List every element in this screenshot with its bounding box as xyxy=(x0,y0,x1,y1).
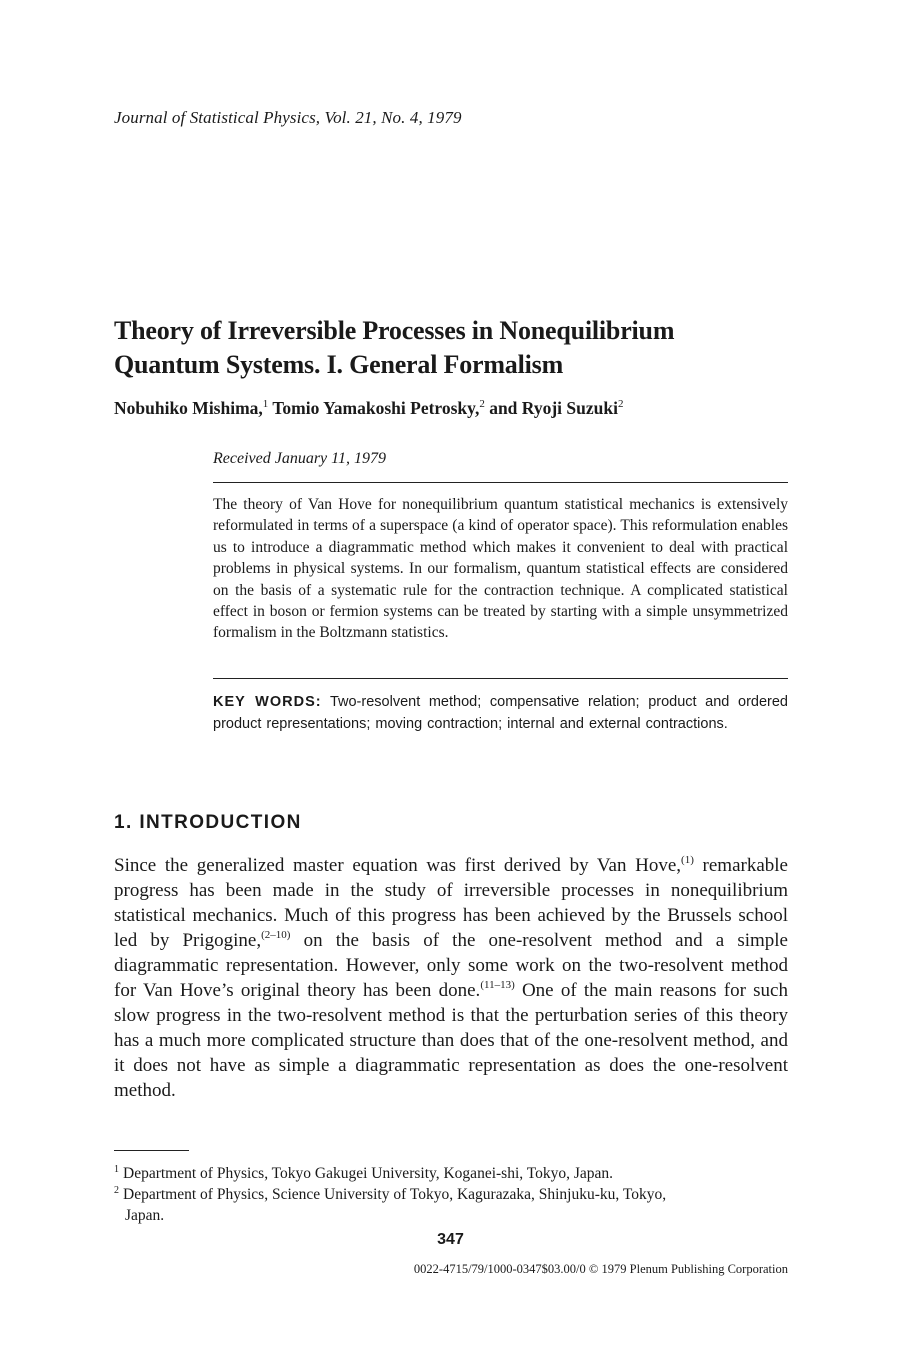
abstract-bottom-rule xyxy=(213,678,788,679)
footnote-2 xyxy=(114,1180,788,1226)
paragraph-text: Since the generalized master equation was first derived by Van Hove, xyxy=(114,855,682,876)
footnote-mark: 1 xyxy=(114,1164,119,1175)
author-name: Ryoji Suzuki xyxy=(521,398,618,418)
footnote-rule xyxy=(114,1150,189,1151)
paragraph-text: remarkable progress has been made in the study of irreversible processes in nonequilibrium statistical mechanics. Much of this progress has been achieved by the Brussels school led by Prigogine, xyxy=(114,855,788,951)
citation-ref: (2–10) xyxy=(261,929,291,941)
copyright-line: 0022-4715/79/1000-0347$03.00/0 © 1979 Plenum Publishing Corporation xyxy=(413,1262,788,1276)
paper-title xyxy=(114,314,814,382)
introduction-paragraph xyxy=(114,853,788,1103)
footnote-text: Department of Physics, Science University of Tokyo, Kagurazaka, Shinjuku-ku, Tokyo, xyxy=(123,1186,667,1203)
author-list xyxy=(114,398,623,419)
author-affiliation-mark: 2 xyxy=(479,398,485,410)
citation-ref: (1) xyxy=(681,854,694,866)
keywords xyxy=(213,692,788,735)
received-date: Received January 11, 1979 xyxy=(213,450,386,467)
footnote-text: Department of Physics, Tokyo Gakugei University, Koganei-shi, Tokyo, Japan. xyxy=(123,1165,614,1182)
footnote-text-continued: Japan. xyxy=(125,1207,165,1224)
author-affiliation-mark: 1 xyxy=(262,398,269,410)
page-number: 347 xyxy=(437,1231,464,1248)
paragraph-text: One of the main reasons for such slow progress in the two-resolvent method is that the perturbation series of this theory has a much more complicated structure than does that of the one-resolvent method, and it does not have as simple a diagrammatic representation as does the one-resolvent method. xyxy=(114,980,788,1101)
footnote-mark: 2 xyxy=(114,1185,119,1196)
title-line-1: Theory of Irreversible Processes in Nonequilibrium xyxy=(114,316,675,345)
author-name: Nobuhiko Mishima, xyxy=(114,398,263,418)
title-line-2: Quantum Systems. I. General Formalism xyxy=(114,350,564,379)
author-name: Tomio Yamakoshi Petrosky, xyxy=(272,398,480,418)
author-conjunction: and xyxy=(489,398,518,418)
section-heading: 1. INTRODUCTION xyxy=(114,812,302,833)
citation-ref: (11–13) xyxy=(480,979,515,991)
keywords-label: KEY WORDS: xyxy=(213,694,322,710)
abstract-text: The theory of Van Hove for nonequilibrium quantum statistical mechanics is extensively reformulated in terms of a superspace (a kind of operator space). This reformulation enables us to introduce a diagrammatic method which makes it convenient to deal with practical problems in physical systems. In our formalism, quantum statistical effects are considered on the basis of a systematic rule for the contraction technique. A complicated statistical effect in boson or fermion systems can be treated by starting with a simple unsymmetrized formalism in the Boltzmann statistics. xyxy=(213,496,788,642)
keywords-text: Two-resolvent method; compensative relation; product and ordered product representations; moving contraction; internal and external contractions. xyxy=(213,694,788,732)
author-affiliation-mark: 2 xyxy=(617,398,624,410)
paragraph-text: on the basis of the one-resolvent method and a simple diagrammatic representation. However, only some work on the two-resolvent method for Van Hove’s original theory has been done. xyxy=(114,930,788,1001)
journal-citation: Journal of Statistical Physics, Vol. 21, No. 4, 1979 xyxy=(114,108,462,127)
abstract-top-rule xyxy=(213,482,788,483)
